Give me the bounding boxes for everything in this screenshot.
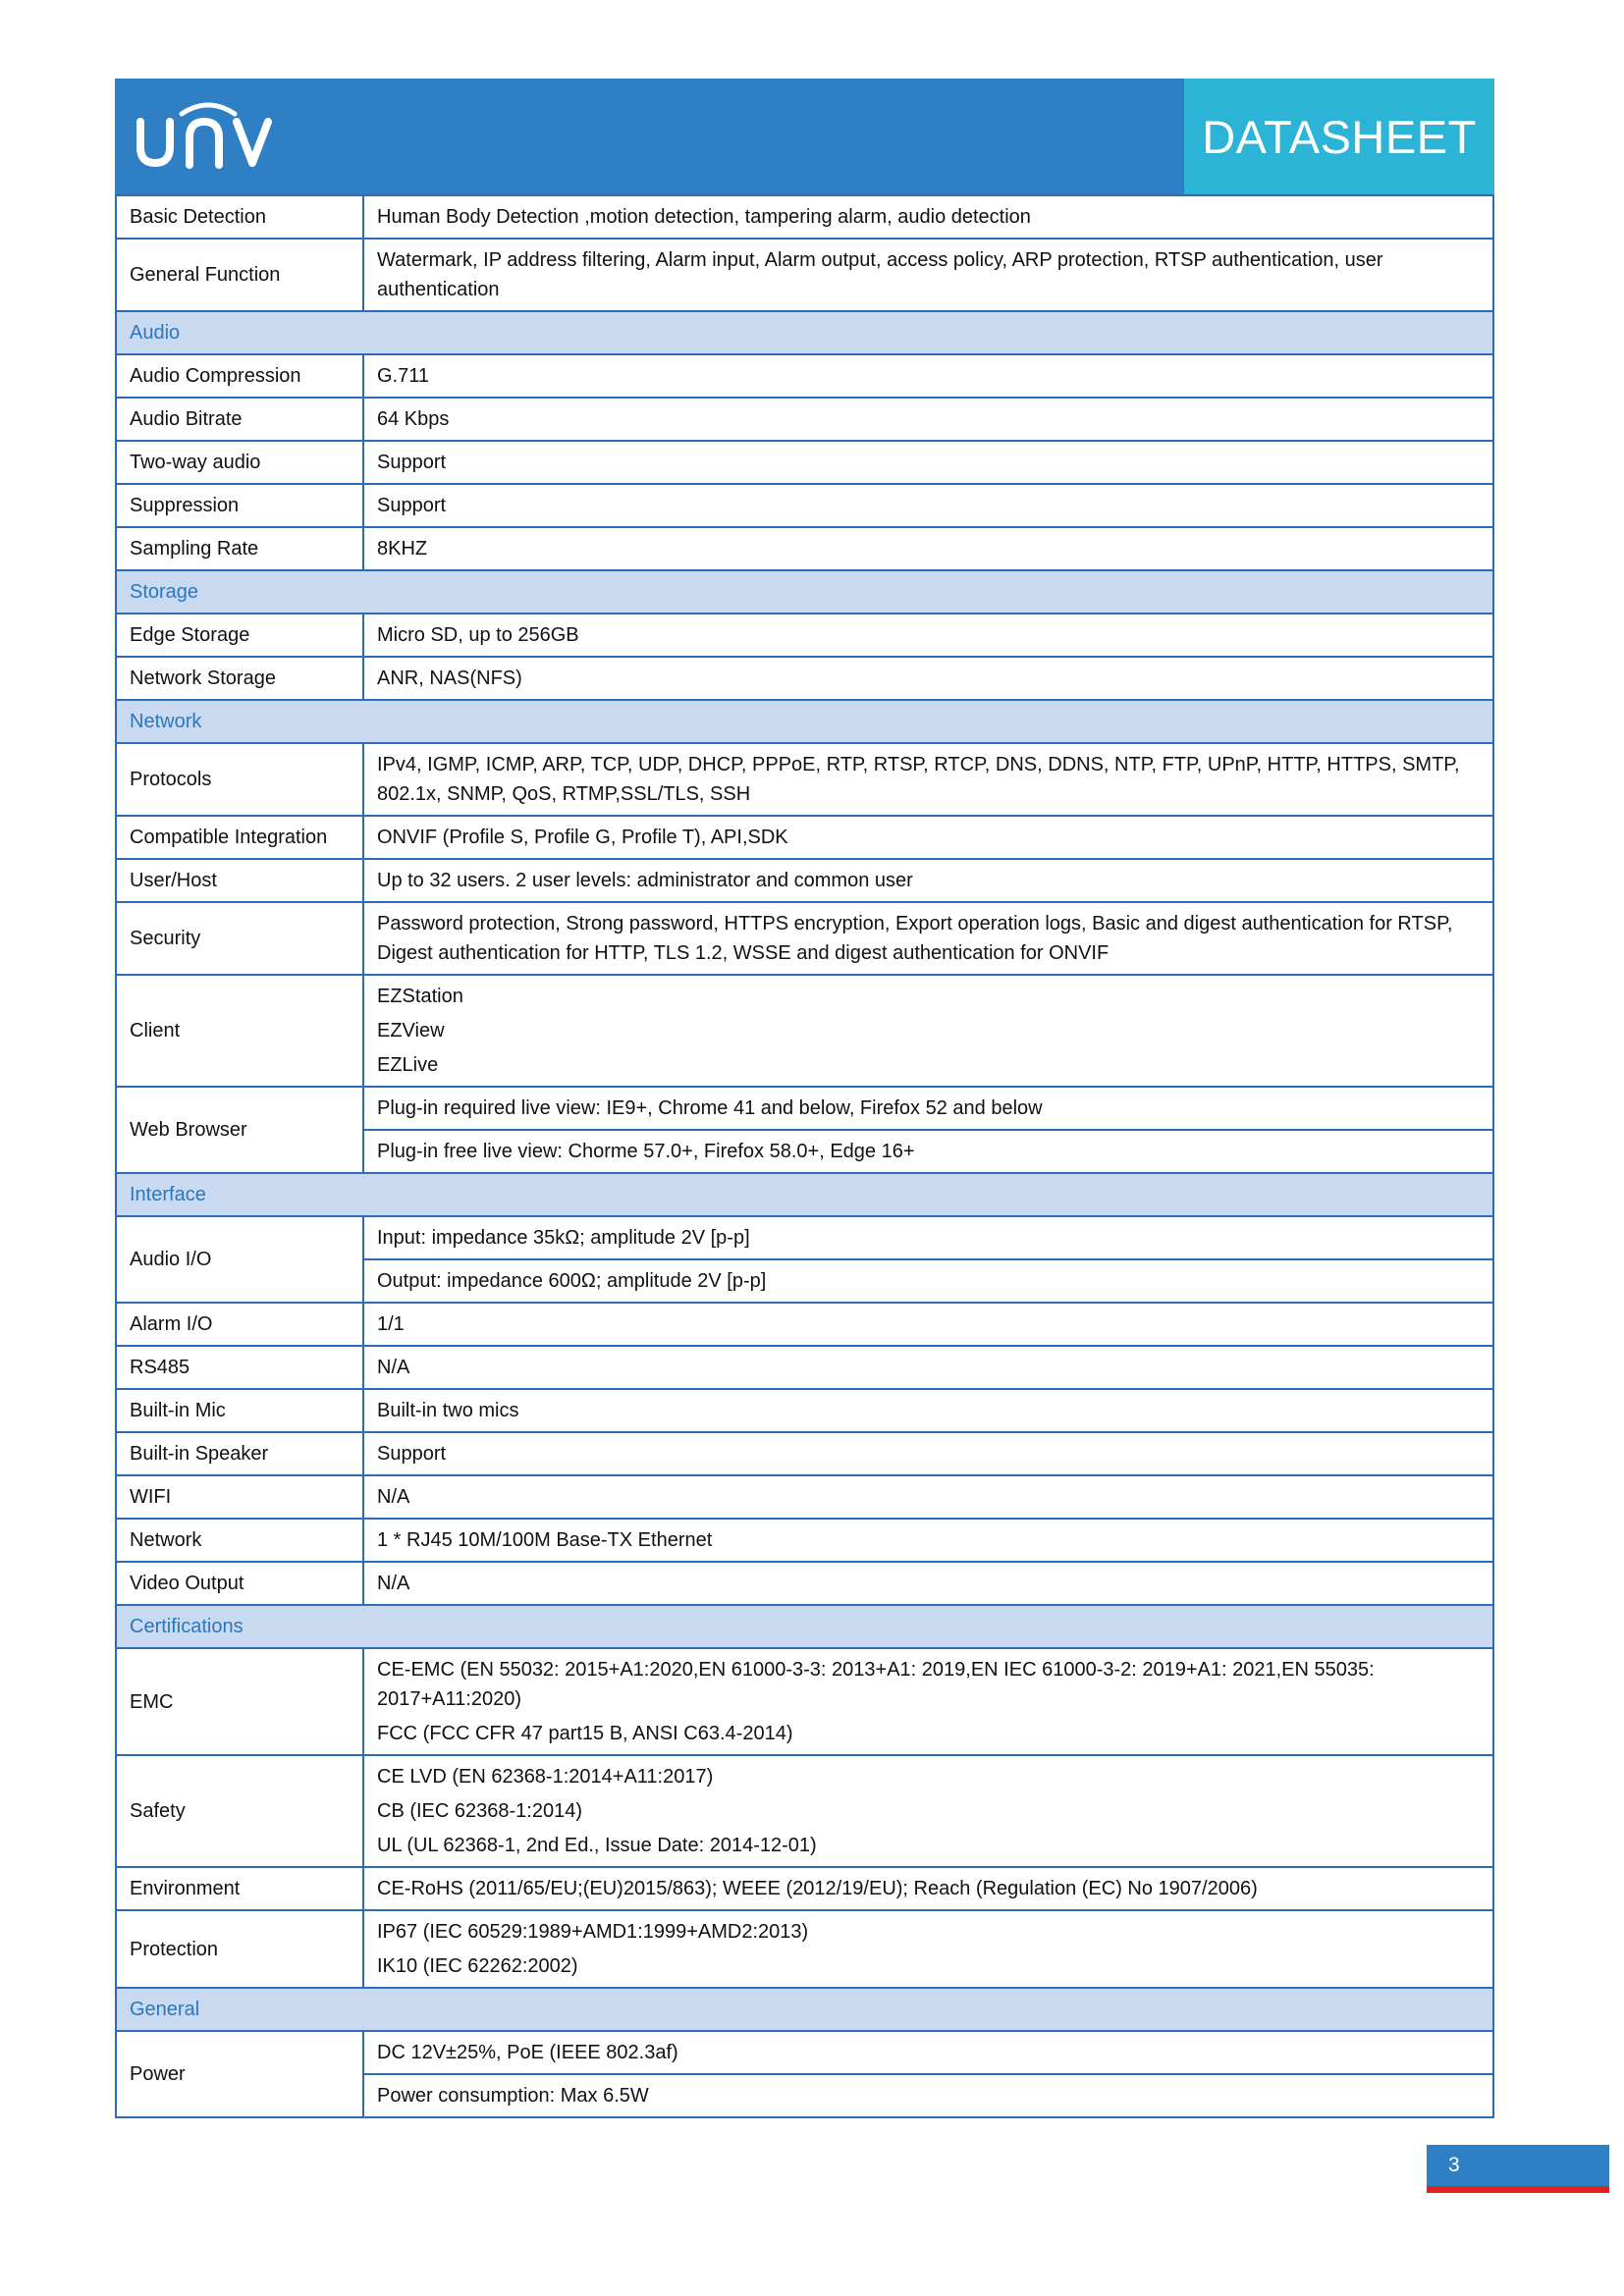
spec-label: User/Host <box>116 859 363 902</box>
spec-row <box>116 1087 1493 1130</box>
spec-value <box>363 484 1493 527</box>
spec-value <box>363 816 1493 859</box>
section-row <box>116 570 1493 614</box>
spec-label: Built-in Speaker <box>116 1432 363 1475</box>
spec-value <box>363 1755 1493 1867</box>
spec-value-line: Up to 32 users. 2 user levels: administrator and common user <box>377 870 913 891</box>
spec-value-line: IK10 (IEC 62262:2002) <box>377 1955 578 1977</box>
spec-row <box>116 239 1493 311</box>
spec-value-line: CB (IEC 62368-1:2014) <box>377 1800 583 1822</box>
spec-label: EMC <box>116 1648 363 1755</box>
spec-value-line: CE-EMC (EN 55032: 2015+A1:2020,EN 61000-3-3: 2013+A1: 2019,EN IEC 61000-3-2: 2019+A1: 2021,EN 55035: 2017+A11:2020) <box>377 1659 1375 1710</box>
spec-table-body <box>116 195 1493 2117</box>
spec-label: Audio I/O <box>116 1216 363 1303</box>
spec-row <box>116 816 1493 859</box>
spec-value <box>363 657 1493 700</box>
spec-row <box>116 441 1493 484</box>
spec-value <box>363 975 1493 1087</box>
spec-value-line: N/A <box>377 1486 410 1508</box>
spec-row <box>116 1867 1493 1910</box>
spec-value-line: IPv4, IGMP, ICMP, ARP, TCP, UDP, DHCP, PPPoE, RTP, RTSP, RTCP, DNS, DDNS, NTP, FTP, UPnP, HTTP, HTTPS, SMTP, 802.1x, SNMP, QoS, RTMP,SSL/TLS, SSH <box>377 754 1460 805</box>
spec-row <box>116 975 1493 1087</box>
spec-value-line: UL (UL 62368-1, 2nd Ed., Issue Date: 2014-12-01) <box>377 1835 817 1856</box>
section-heading: General <box>116 1988 1493 2031</box>
datasheet-title-box <box>1184 79 1494 194</box>
spec-row <box>116 1303 1493 1346</box>
spec-value: DC 12V±25%, PoE (IEEE 802.3af) <box>363 2031 1493 2074</box>
spec-label: Audio Bitrate <box>116 398 363 441</box>
spec-value-line: N/A <box>377 1573 410 1594</box>
spec-label: Edge Storage <box>116 614 363 657</box>
spec-value <box>363 398 1493 441</box>
spec-value-line: EZStation <box>377 986 463 1007</box>
spec-value-line: Watermark, IP address filtering, Alarm input, Alarm output, access policy, ARP protection, RTSP authentication, user authentication <box>377 249 1383 300</box>
page-number: 3 <box>1448 2154 1460 2176</box>
spec-row <box>116 1432 1493 1475</box>
spec-value-line: CE-RoHS (2011/65/EU;(EU)2015/863); WEEE (2012/19/EU); Reach (Regulation (EC) No 1907/2006) <box>377 1878 1258 1899</box>
spec-label: General Function <box>116 239 363 311</box>
spec-label: WIFI <box>116 1475 363 1519</box>
datasheet-header <box>115 79 1494 194</box>
spec-value-line: 64 Kbps <box>377 408 450 430</box>
spec-value-line: N/A <box>377 1357 410 1378</box>
section-heading: Interface <box>116 1173 1493 1216</box>
spec-row <box>116 1519 1493 1562</box>
spec-value-line: 1 * RJ45 10M/100M Base-TX Ethernet <box>377 1529 713 1551</box>
spec-row <box>116 743 1493 816</box>
spec-label: Network Storage <box>116 657 363 700</box>
spec-label: Built-in Mic <box>116 1389 363 1432</box>
spec-table <box>115 194 1494 2118</box>
spec-row <box>116 902 1493 975</box>
spec-value: Plug-in free live view: Chorme 57.0+, Firefox 58.0+, Edge 16+ <box>363 1130 1493 1173</box>
spec-value <box>363 1346 1493 1389</box>
section-heading: Audio <box>116 311 1493 354</box>
spec-value-line: Support <box>377 495 447 516</box>
spec-row <box>116 1475 1493 1519</box>
spec-label: Security <box>116 902 363 975</box>
spec-row <box>116 1910 1493 1988</box>
spec-value-line: Support <box>377 1443 447 1465</box>
spec-value-line: Human Body Detection ,motion detection, tampering alarm, audio detection <box>377 206 1031 228</box>
spec-value-line: 1/1 <box>377 1313 405 1335</box>
spec-label: Basic Detection <box>116 195 363 239</box>
page-number-tab <box>1427 2145 1609 2193</box>
spec-value <box>363 614 1493 657</box>
spec-row <box>116 1648 1493 1755</box>
spec-value-line: ONVIF (Profile S, Profile G, Profile T), API,SDK <box>377 827 788 848</box>
spec-value <box>363 1475 1493 1519</box>
spec-row <box>116 354 1493 398</box>
spec-value-line: Micro SD, up to 256GB <box>377 624 579 646</box>
spec-value-line: Support <box>377 452 447 473</box>
spec-value-line: Password protection, Strong password, HTTPS encryption, Export operation logs, Basic and digest authentication for RTSP, Digest authentication for HTTP, TLS 1.2, WSSE and digest authentication for ONVIF <box>377 913 1453 964</box>
spec-row <box>116 484 1493 527</box>
spec-value-line: EZLive <box>377 1054 439 1076</box>
spec-label: Sampling Rate <box>116 527 363 570</box>
spec-label: Protocols <box>116 743 363 816</box>
spec-value-line: 8KHZ <box>377 538 428 560</box>
section-heading: Network <box>116 700 1493 743</box>
spec-label: Network <box>116 1519 363 1562</box>
spec-value <box>363 1303 1493 1346</box>
spec-label: Audio Compression <box>116 354 363 398</box>
spec-value <box>363 1519 1493 1562</box>
spec-value <box>363 1432 1493 1475</box>
spec-label: Suppression <box>116 484 363 527</box>
spec-value: Power consumption: Max 6.5W <box>363 2074 1493 2117</box>
spec-value <box>363 441 1493 484</box>
unv-logo <box>135 92 282 181</box>
spec-value-line: G.711 <box>377 365 429 387</box>
spec-value: Input: impedance 35kΩ; amplitude 2V [p-p] <box>363 1216 1493 1259</box>
spec-row <box>116 1389 1493 1432</box>
spec-row <box>116 195 1493 239</box>
spec-value <box>363 1562 1493 1605</box>
section-heading: Certifications <box>116 1605 1493 1648</box>
spec-row <box>116 1346 1493 1389</box>
spec-label: Compatible Integration <box>116 816 363 859</box>
spec-row <box>116 657 1493 700</box>
spec-row <box>116 859 1493 902</box>
spec-label: Two-way audio <box>116 441 363 484</box>
spec-label: RS485 <box>116 1346 363 1389</box>
spec-label: Power <box>116 2031 363 2117</box>
spec-value <box>363 527 1493 570</box>
section-row <box>116 1988 1493 2031</box>
section-row <box>116 1605 1493 1648</box>
section-heading: Storage <box>116 570 1493 614</box>
spec-value-line: CE LVD (EN 62368-1:2014+A11:2017) <box>377 1766 714 1788</box>
spec-value <box>363 354 1493 398</box>
spec-value <box>363 1389 1493 1432</box>
spec-label: Safety <box>116 1755 363 1867</box>
spec-value-line: FCC (FCC CFR 47 part15 B, ANSI C63.4-2014) <box>377 1723 793 1744</box>
page-number-box <box>1427 2145 1609 2186</box>
spec-row <box>116 1562 1493 1605</box>
spec-value <box>363 743 1493 816</box>
spec-value <box>363 195 1493 239</box>
spec-row <box>116 2031 1493 2074</box>
section-row <box>116 311 1493 354</box>
spec-value-line: Built-in two mics <box>377 1400 519 1421</box>
section-row <box>116 1173 1493 1216</box>
spec-value <box>363 1910 1493 1988</box>
spec-value-line: EZView <box>377 1020 445 1041</box>
spec-label: Protection <box>116 1910 363 1988</box>
spec-value <box>363 859 1493 902</box>
page-accent-line <box>1427 2186 1609 2193</box>
spec-value: Output: impedance 600Ω; amplitude 2V [p-p] <box>363 1259 1493 1303</box>
datasheet-title: DATASHEET <box>1202 110 1477 163</box>
spec-value <box>363 902 1493 975</box>
spec-label: Alarm I/O <box>116 1303 363 1346</box>
spec-label: Video Output <box>116 1562 363 1605</box>
spec-row <box>116 614 1493 657</box>
spec-row <box>116 527 1493 570</box>
spec-value-line: IP67 (IEC 60529:1989+AMD1:1999+AMD2:2013) <box>377 1921 809 1943</box>
spec-value <box>363 1867 1493 1910</box>
spec-row <box>116 1216 1493 1259</box>
spec-value-line: ANR, NAS(NFS) <box>377 667 522 689</box>
spec-row <box>116 1755 1493 1867</box>
datasheet-page <box>115 79 1494 2118</box>
spec-value: Plug-in required live view: IE9+, Chrome 41 and below, Firefox 52 and below <box>363 1087 1493 1130</box>
spec-value <box>363 1648 1493 1755</box>
spec-value <box>363 239 1493 311</box>
spec-label: Client <box>116 975 363 1087</box>
spec-label: Web Browser <box>116 1087 363 1173</box>
spec-row <box>116 398 1493 441</box>
spec-label: Environment <box>116 1867 363 1910</box>
section-row <box>116 700 1493 743</box>
